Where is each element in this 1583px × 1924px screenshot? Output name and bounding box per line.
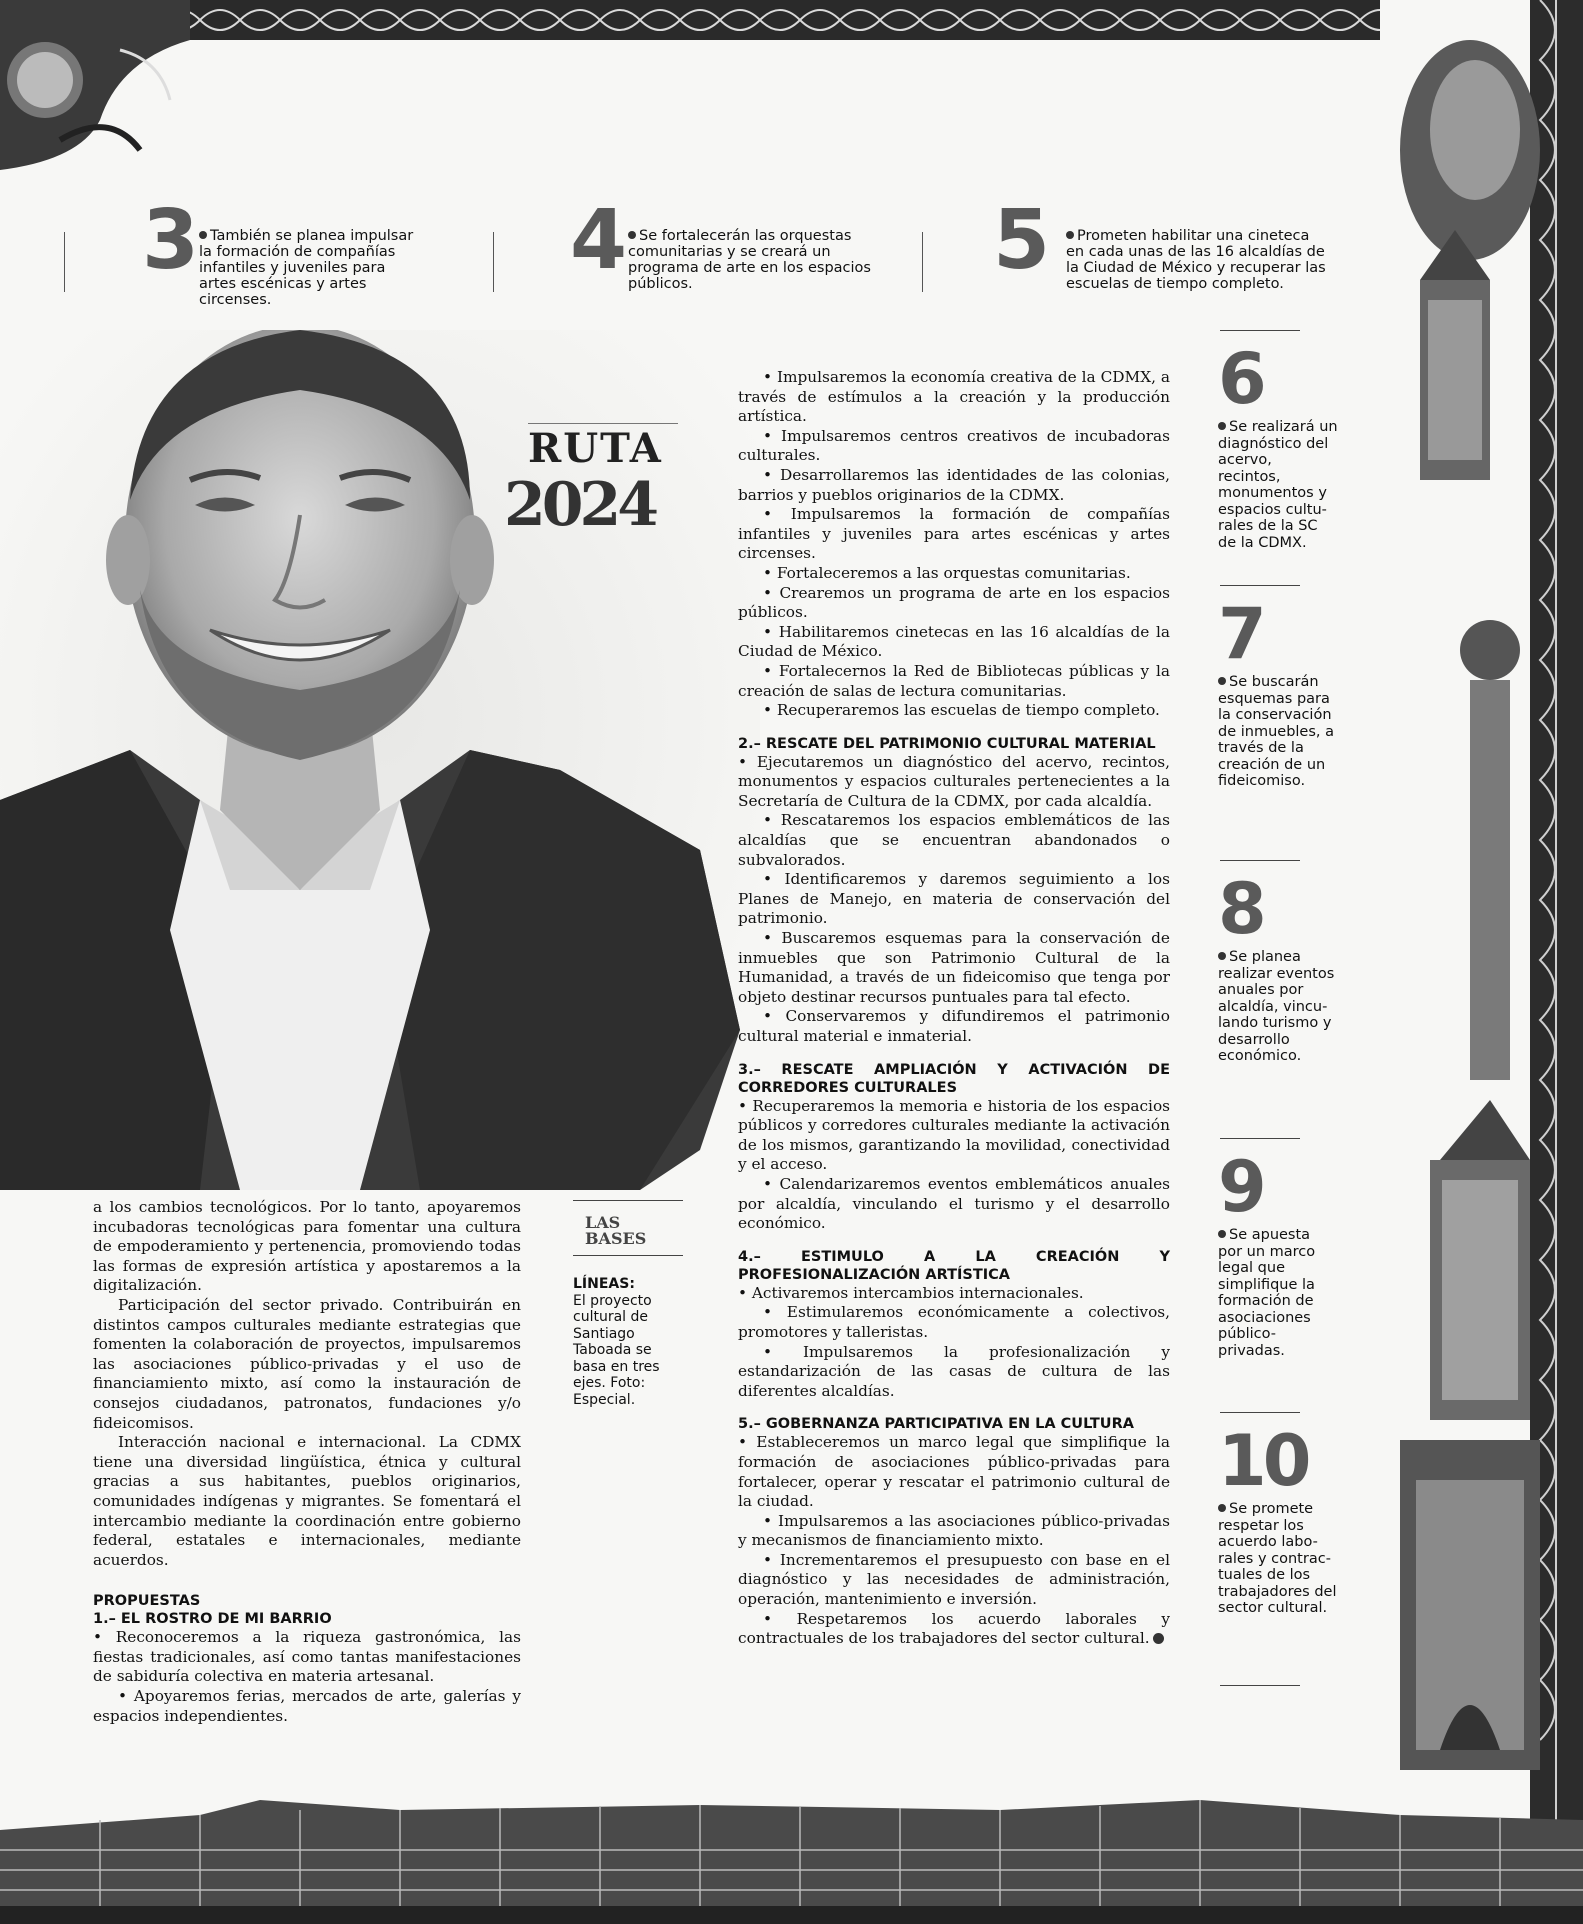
- fact-number: 7: [1218, 593, 1263, 675]
- paragraph: [738, 870, 1170, 929]
- paragraph-text: PROPUESTAS: [93, 1593, 201, 1610]
- paragraph: [738, 1175, 1170, 1234]
- section-heading: [738, 735, 1170, 753]
- photo-caption: [573, 1200, 683, 1408]
- bullet-icon: [199, 231, 207, 239]
- section-heading: [738, 1061, 1170, 1097]
- section-heading: [738, 1248, 1170, 1284]
- paragraph: [738, 1610, 1170, 1649]
- ornamental-corner-left: [0, 0, 190, 170]
- fact-number: 9: [1218, 1146, 1263, 1228]
- paragraph: [738, 584, 1170, 623]
- paragraph: [738, 466, 1170, 505]
- fact-text: Prometen habilitar una cineteca en cada unas de las 16 alcaldías de la Ciudad de México y recuperar las escuelas de tiempo completo.: [1066, 228, 1326, 292]
- fact-8: [1218, 860, 1338, 1065]
- caption-body: El proyecto cultural de Santiago Taboada se basa en tres ejes. Foto: Especial.: [573, 1292, 660, 1408]
- end-of-article-icon: [1153, 1633, 1164, 1644]
- fact-10: [1218, 1412, 1338, 1617]
- fact-divider: [493, 232, 494, 292]
- paragraph-text: • Incrementaremos el presupuesto con base en el diagnóstico y las necesidades de administración, operación, mantenimiento e inversión.: [738, 1550, 1170, 1609]
- fact-rule: [1220, 1138, 1300, 1139]
- bullet-icon: [1066, 231, 1074, 239]
- paragraph: [738, 701, 1170, 721]
- fact-number: 4: [570, 193, 625, 288]
- fact-divider: [922, 232, 923, 292]
- paragraph-text: • Impulsaremos la profesionalización y estandarización de las casas de cultura de las diferentes alcaldías.: [738, 1342, 1170, 1400]
- fact-4: [570, 193, 890, 300]
- paragraph-text: • Identificaremos y daremos seguimiento a los Planes de Manejo, en materia de conservación del patrimonio.: [738, 870, 1170, 928]
- fact-text: Se apuesta por un marco legal que simplifique la formación de asociaciones público-privadas.: [1218, 1227, 1316, 1359]
- paragraph-text: a los cambios tecnológicos. Por lo tanto, apoyaremos incubadoras tecnológicas para fomentar una cultura de empoderamiento y pertenencia, promoviendo todas las formas de expresión artística y apostaremos a la digitalización.: [93, 1198, 521, 1295]
- paragraph: [738, 1284, 1170, 1304]
- article-left-column: [93, 1198, 521, 1726]
- paragraph: [738, 753, 1170, 812]
- fact-divider: [64, 232, 65, 292]
- fact-7: [1218, 585, 1338, 790]
- paragraph-text: • Buscaremos esquemas para la conservación de inmuebles que son Patrimonio Cultural de la Humanidad, a través de un fideicomiso que tenga por objeto destinar recursos puntuales para tal efecto.: [738, 929, 1170, 1006]
- fact-rule: [1220, 585, 1300, 586]
- paragraph-text: • Conservaremos y difundiremos el patrimonio cultural material e inmaterial.: [738, 1007, 1170, 1045]
- paragraph-text: • Impulsaremos centros creativos de incubadoras culturales.: [738, 426, 1170, 465]
- paragraph-text: • Recuperaremos la memoria e historia de los espacios públicos y corredores culturales mediante la activación de los mismos, garantizando la movilidad, conectividad y el acceso.: [738, 1096, 1170, 1174]
- paragraph-text: • Reconoceremos a la riqueza gastronómica, las fiestas tradicionales, así como tantas manifestaciones de sabiduría colectiva en materia artesanal.: [93, 1628, 521, 1686]
- fact-end-rule: [1218, 1685, 1338, 1686]
- paragraph-text: • Estableceremos un marco legal que simplifique la formación de asociaciones público-privadas para fortalecer, operar y rescatar el patrimonio cultural de la ciudad.: [738, 1433, 1170, 1511]
- paragraph: [738, 505, 1170, 564]
- paragraph: [738, 1007, 1170, 1046]
- fact-text: Se buscarán esquemas para la conservación de inmuebles, a través de la creación de un fideicomiso.: [1218, 674, 1334, 789]
- paragraph-text: 2.– RESCATE DEL PATRIMONIO CULTURAL MATERIAL: [738, 735, 1156, 752]
- paragraph: [93, 1687, 521, 1726]
- paragraph-text: Interacción nacional e internacional. La CDMX tiene una diversidad lingüística, étnica y cultural gracias a sus habitantes, pueblos originarios, comunidades indígenas y migrantes. Se fomentará el intercambio mediante la coordinación entre gobierno federal, estatales e internacionales, mediante acuerdos.: [93, 1433, 521, 1569]
- paragraph: [93, 1296, 521, 1433]
- paragraph-text: 4.– ESTIMULO A LA CREACIÓN Y PROFESIONALIZACIÓN ARTÍSTICA: [738, 1248, 1170, 1283]
- paragraph: [738, 811, 1170, 870]
- logo-year: 2024: [504, 470, 655, 540]
- paragraph-text: • Habilitaremos cinetecas en las 16 alcaldías de la Ciudad de México.: [738, 622, 1170, 661]
- paragraph: [738, 427, 1170, 466]
- fact-number: 6: [1218, 338, 1263, 420]
- paragraph-text: • Activaremos intercambios internacionales.: [738, 1283, 1084, 1302]
- paragraph-text: • Estimularemos económicamente a colectivos, promotores y talleristas.: [738, 1303, 1170, 1341]
- ornamental-top-border: [0, 0, 1583, 40]
- fact-rule: [1220, 860, 1300, 861]
- fact-3: [142, 193, 432, 308]
- paragraph: [738, 929, 1170, 1007]
- paragraph-text: • Respetaremos los acuerdo laborales y contractuales de los trabajadores del sector cultural.: [738, 1609, 1170, 1648]
- caption-title: LAS BASES: [585, 1213, 647, 1248]
- fact-text: Se planea realizar eventos anuales por alcaldía, vincu-lando turismo y desarrollo económico.: [1218, 949, 1335, 1064]
- fact-text: Se fortalecerán las orquestas comunitarias y se creará un programa de arte en los espacios públicos.: [628, 228, 871, 292]
- paragraph: [93, 1198, 521, 1296]
- bullet-icon: [1218, 677, 1226, 685]
- paragraph: [738, 1343, 1170, 1402]
- paragraph-text: 5.– GOBERNANZA PARTICIPATIVA EN LA CULTURA: [738, 1416, 1134, 1433]
- paragraph: [738, 1433, 1170, 1511]
- fact-number: 5: [993, 193, 1048, 288]
- city-panorama-illustration: [0, 1760, 1583, 1924]
- section-heading: [738, 1415, 1170, 1433]
- paragraph: [738, 623, 1170, 662]
- paragraph-text: Participación del sector privado. Contribuirán en distintos campos culturales mediante estrategias que fomenten la colaboración de proyectos, impulsaremos las asociaciones público-privadas y el uso de financiamiento mixto, así como la instauración de consejos ciudadanos, patronatos, fundaciones y/o fideicomisos.: [93, 1295, 521, 1432]
- paragraph: [738, 662, 1170, 701]
- paragraph-text: • Crearemos un programa de arte en los espacios públicos.: [738, 583, 1170, 622]
- logo-word: RUTA: [528, 425, 663, 472]
- section-heading: [93, 1592, 521, 1610]
- paragraph-text: • Desarrollaremos las identidades de las colonias, barrios y pueblos originarios de la CDMX.: [738, 465, 1170, 504]
- caption-rule: [573, 1255, 683, 1256]
- fact-number: 3: [142, 193, 197, 288]
- bullet-icon: [1218, 1504, 1226, 1512]
- paragraph: [738, 1512, 1170, 1551]
- paragraph-text: • Fortaleceremos a las orquestas comunitarias.: [763, 563, 1131, 582]
- fact-9: [1218, 1138, 1338, 1359]
- paragraph-text: 1.– EL ROSTRO DE MI BARRIO: [93, 1611, 332, 1628]
- ruta-2024-logo: [500, 425, 710, 555]
- caption-label: LÍNEAS:: [573, 1276, 635, 1292]
- paragraph-text: • Ejecutaremos un diagnóstico del acervo, recintos, monumentos y espacios culturales pertenecientes a la Secretaría de Cultura de la CDMX, por cada alcaldía.: [738, 752, 1170, 810]
- paragraph-text: • Recuperaremos las escuelas de tiempo completo.: [763, 701, 1160, 720]
- paragraph-text: 3.– RESCATE AMPLIACIÓN Y ACTIVACIÓN DE CORREDORES CULTURALES: [738, 1061, 1170, 1096]
- paragraph-text: • Fortalecernos la Red de Bibliotecas públicas y la creación de salas de lectura comunitarias.: [738, 661, 1170, 700]
- fact-text: También se planea impulsar la formación de compañías infantiles y juveniles para artes escénicas y artes circenses.: [199, 228, 414, 308]
- paragraph: [738, 368, 1170, 427]
- paragraph: [738, 564, 1170, 584]
- section-heading: [93, 1610, 521, 1628]
- paragraph: [738, 1551, 1170, 1610]
- fact-6: [1218, 330, 1338, 551]
- logo-rule: [528, 423, 678, 424]
- bullet-icon: [1218, 422, 1226, 430]
- bullet-icon: [1218, 1230, 1226, 1238]
- bullet-icon: [628, 231, 636, 239]
- fact-text: Se promete respetar los acuerdo labo-rales y contrac-tuales de los trabajadores del sector cultural.: [1218, 1501, 1337, 1616]
- ornamental-right-tower: [1380, 0, 1583, 1924]
- fact-rule: [1220, 1412, 1300, 1413]
- fact-rule: [1220, 330, 1300, 331]
- article-middle-column: [738, 368, 1170, 1649]
- bullet-icon: [1218, 952, 1226, 960]
- fact-number: 10: [1218, 1420, 1308, 1502]
- caption-text: [573, 1276, 683, 1408]
- paragraph: [738, 1097, 1170, 1175]
- paragraph-text: • Apoyaremos ferias, mercados de arte, galerías y espacios independientes.: [93, 1687, 521, 1725]
- paragraph-text: • Impulsaremos la economía creativa de la CDMX, a través de estímulos a la creación y la producción artística.: [738, 368, 1170, 426]
- caption-rule: [573, 1200, 683, 1201]
- fact-5: [993, 193, 1338, 300]
- paragraph: [93, 1433, 521, 1570]
- paragraph-text: • Rescataremos los espacios emblemáticos de las alcaldías que se encuentran abandonados o subvalorados.: [738, 811, 1170, 869]
- paragraph: [93, 1628, 521, 1687]
- fact-rule: [1220, 1685, 1300, 1686]
- paragraph-text: • Impulsaremos la formación de compañías infantiles y juveniles para artes escénicas y artes circenses.: [738, 505, 1170, 563]
- paragraph: [738, 1303, 1170, 1342]
- paragraph-text: • Impulsaremos a las asociaciones público-privadas y mecanismos de financiamiento mixto.: [738, 1511, 1170, 1550]
- fact-text: Se realizará un diagnóstico del acervo, recintos, monumentos y espacios cultu-rales de la SC de la CDMX.: [1218, 419, 1338, 551]
- paragraph-text: • Calendarizaremos eventos emblemáticos anuales por alcaldía, vinculando el turismo y el desarrollo económico.: [738, 1174, 1170, 1233]
- fact-number: 8: [1218, 868, 1263, 950]
